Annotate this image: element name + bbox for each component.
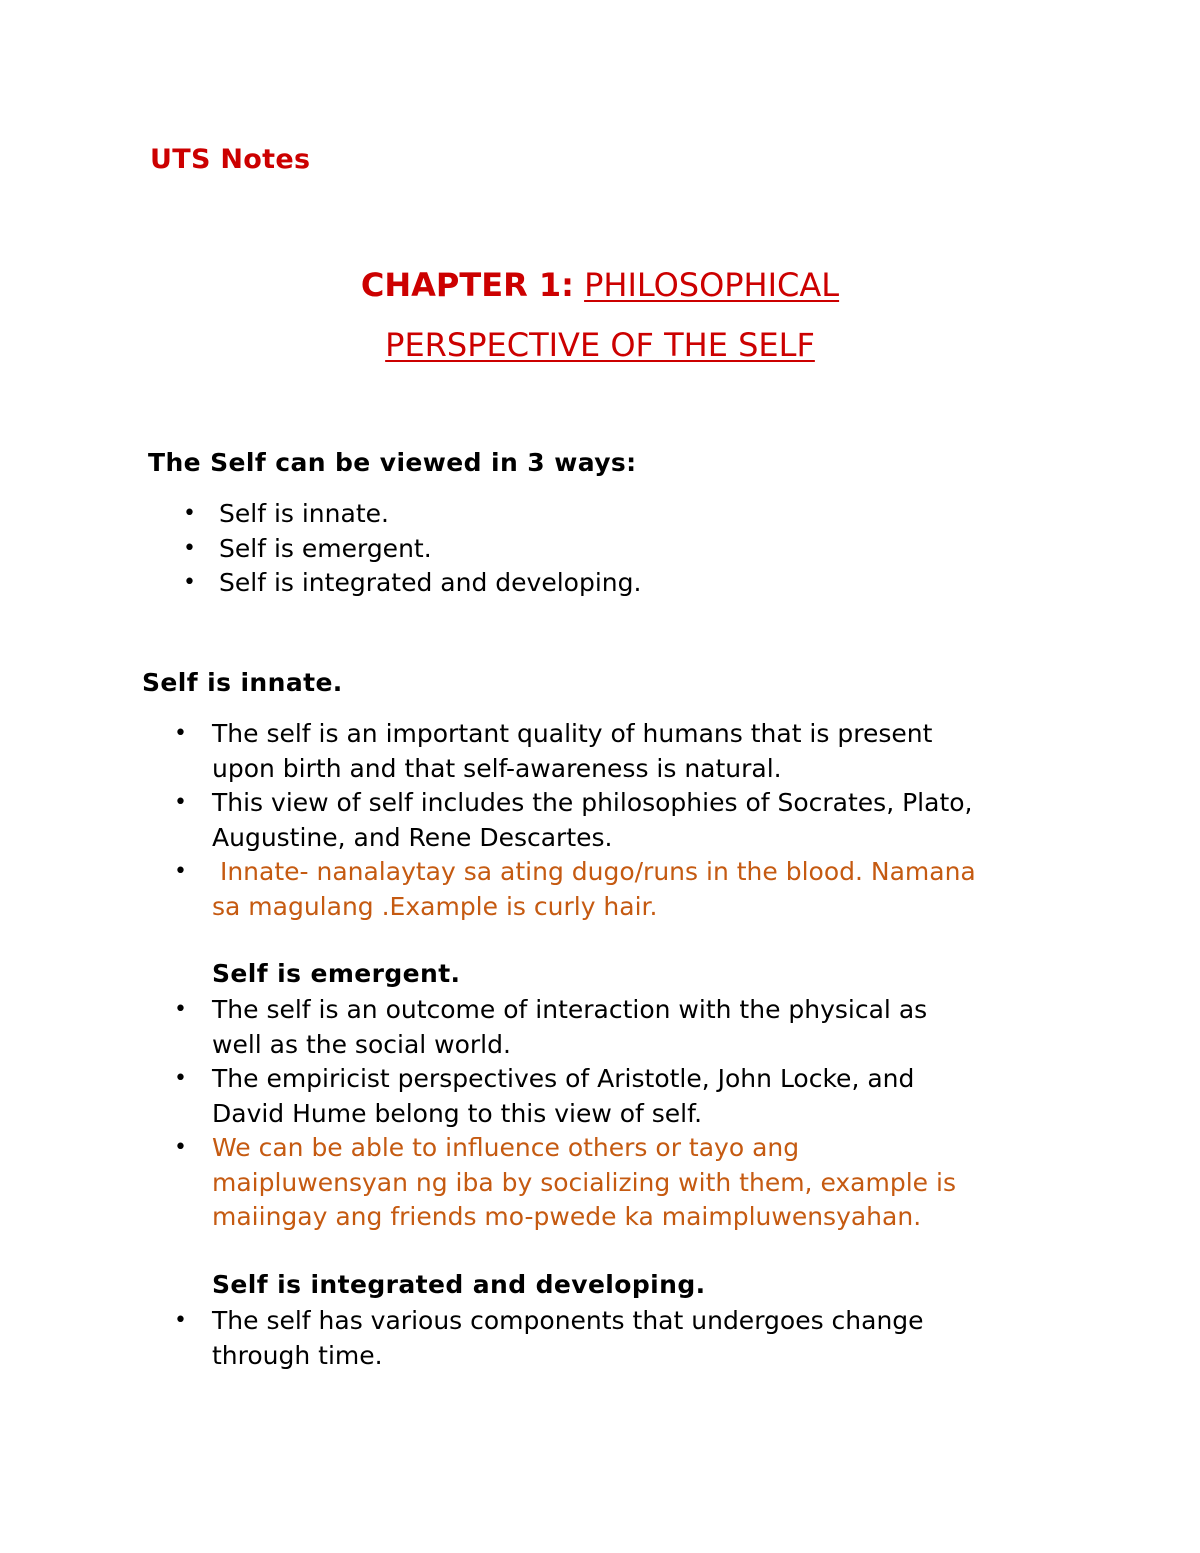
list-item-note	[174, 1131, 956, 1235]
list-item	[174, 786, 976, 855]
list-item-line: David Hume belong to this view of self.	[212, 1098, 703, 1128]
list-item-line: well as the social world.	[212, 1029, 511, 1059]
ways-list	[183, 497, 641, 601]
bullet-icon: •	[183, 501, 196, 526]
bullet-icon: •	[174, 997, 187, 1022]
list-item	[183, 566, 641, 601]
list-item-line: The empiricist perspectives of Aristotle, John Locke, and	[212, 1064, 915, 1093]
list-item-line: through time.	[212, 1340, 383, 1370]
list-item-line: upon birth and that self-awareness is natural.	[212, 753, 782, 783]
bullet-icon: •	[183, 570, 196, 595]
chapter-label: CHAPTER 1:	[360, 266, 574, 304]
list-item-line: sa magulang .Example is curly hair.	[212, 891, 658, 921]
chapter-heading-line2	[0, 326, 1200, 364]
list-item	[174, 993, 956, 1062]
list-item-line: The self is an outcome of interaction with the physical as	[212, 995, 928, 1024]
bullet-icon: •	[174, 1135, 187, 1160]
bullet-icon: •	[174, 859, 187, 884]
list-item-line: The self is an important quality of humans that is present	[212, 719, 933, 748]
chapter-title-line1: PHILOSOPHICAL	[584, 266, 840, 304]
intro-heading: The Self can be viewed in 3 ways:	[148, 448, 637, 477]
list-item-line: This view of self includes the philosophies of Socrates, Plato,	[212, 788, 973, 817]
list-item	[183, 532, 641, 567]
list-item	[183, 497, 641, 532]
bullet-icon: •	[174, 790, 187, 815]
list-item	[174, 1304, 924, 1373]
list-item-line: The self has various components that undergoes change	[212, 1306, 924, 1335]
list-item	[174, 717, 976, 786]
section-heading-innate: Self is innate.	[142, 668, 343, 697]
list-item-line: We can be able to influence others or tayo ang	[212, 1133, 800, 1162]
chapter-title-line2: PERSPECTIVE OF THE SELF	[385, 326, 815, 364]
document-title: UTS Notes	[150, 144, 311, 175]
list-item-line: Innate- nanalaytay sa ating dugo/runs in the blood. Namana	[212, 857, 976, 886]
bullet-icon: •	[174, 1308, 187, 1333]
chapter-heading	[0, 266, 1200, 304]
list-item-line: maipluwensyan ng iba by socializing with them, example is	[212, 1167, 956, 1197]
list-item-line: Augustine, and Rene Descartes.	[212, 822, 613, 852]
list-item	[174, 1062, 956, 1131]
bullet-icon: •	[174, 1066, 187, 1091]
list-item-note	[174, 855, 976, 924]
section-heading-integrated: Self is integrated and developing.	[212, 1270, 706, 1299]
bullet-icon: •	[183, 535, 196, 561]
list-item-text: Self is emergent.	[219, 533, 432, 563]
innate-list	[174, 717, 976, 924]
emergent-list	[174, 993, 956, 1235]
list-item-line: maiingay ang friends mo-pwede ka maimpluwensyahan.	[212, 1202, 922, 1231]
list-item-text: Self is integrated and developing.	[219, 568, 642, 597]
bullet-icon: •	[174, 721, 187, 746]
list-item-text: Self is innate.	[219, 499, 389, 528]
integrated-list	[174, 1304, 924, 1373]
section-heading-emergent: Self is emergent.	[212, 959, 461, 988]
